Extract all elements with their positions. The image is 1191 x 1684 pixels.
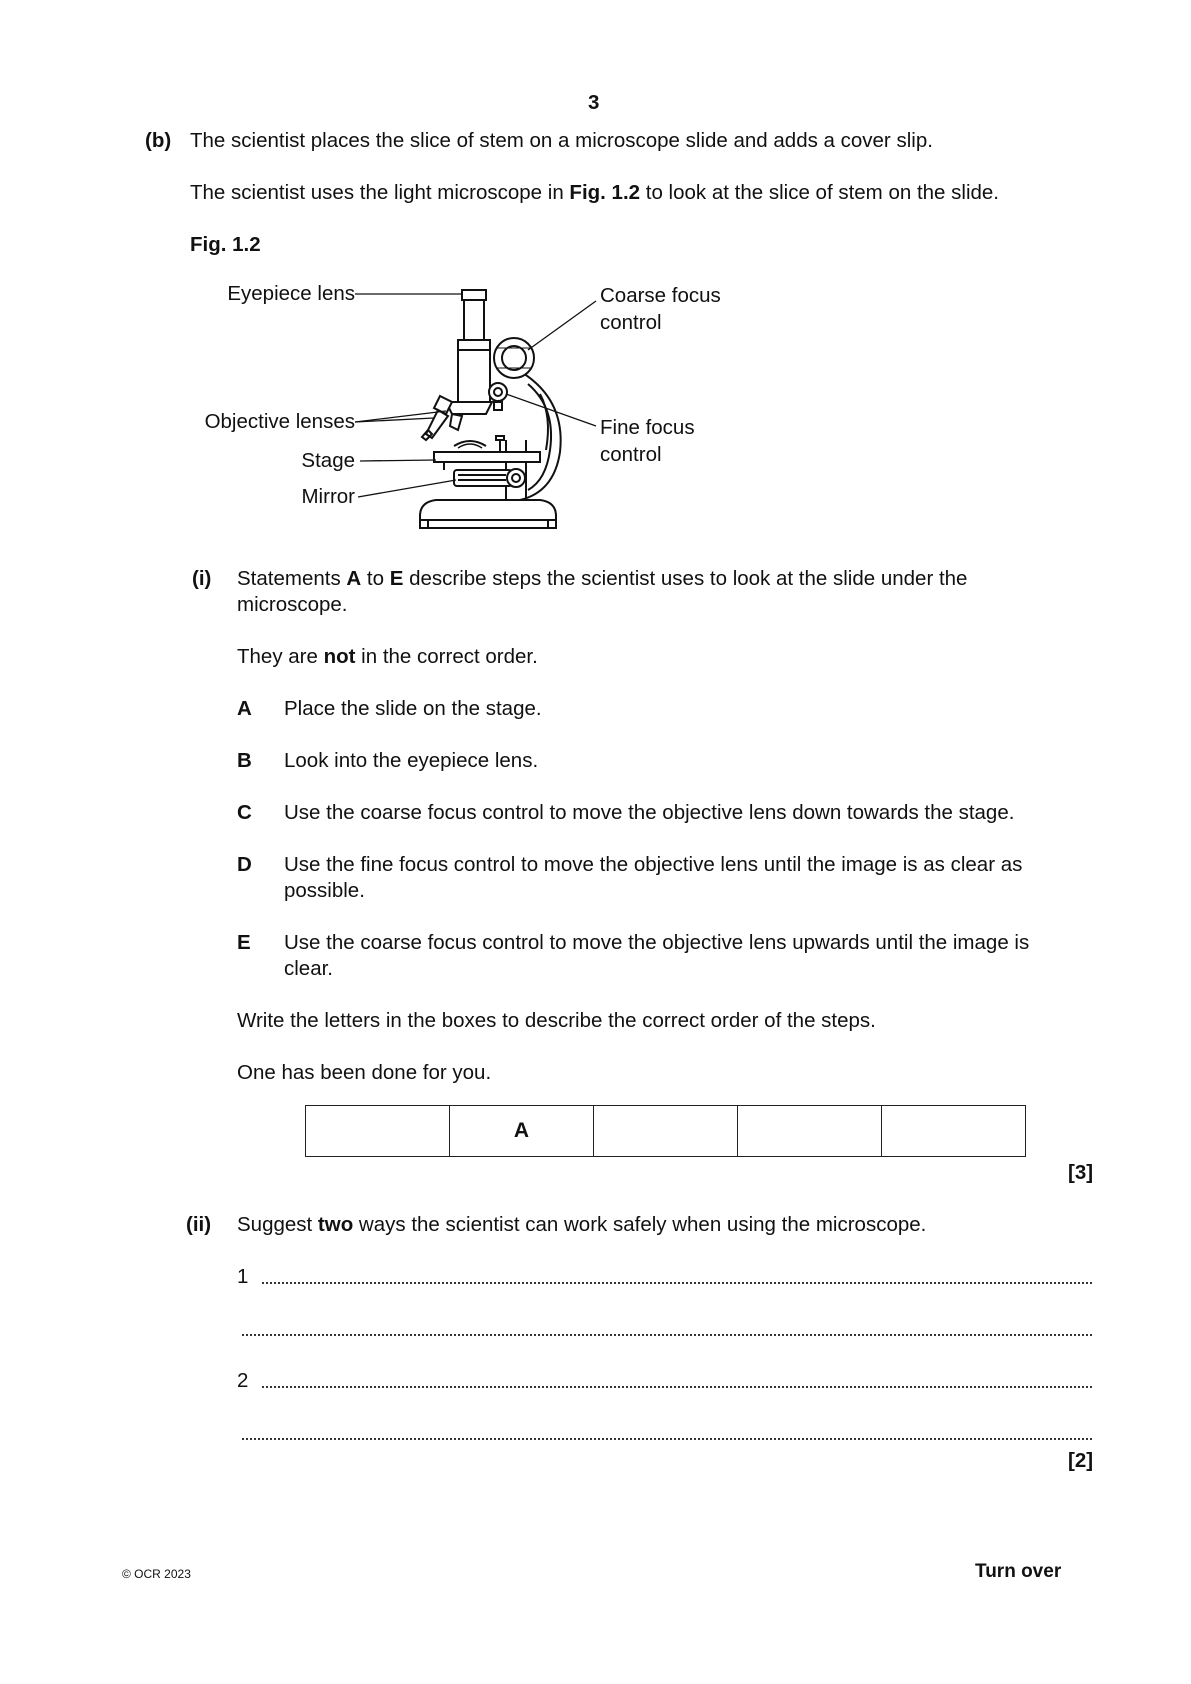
part-b-label: (b) — [145, 129, 172, 152]
answer-box-3[interactable] — [594, 1106, 738, 1157]
s1-rest: describe steps the scientist uses to look at the slide under the — [403, 567, 968, 590]
s1-to: to — [361, 567, 390, 590]
statement-text: Look into the eyepiece lens. — [284, 749, 539, 772]
answer-box-2[interactable]: A — [450, 1106, 594, 1157]
statement-text-cont: possible. — [284, 879, 365, 902]
s2-not: not — [323, 645, 356, 668]
statement-text: Use the fine focus control to move the objective lens until the image is as clear as — [284, 853, 1023, 876]
order-instruction: Write the letters in the boxes to describe the correct order of the steps. — [237, 1009, 876, 1032]
footer-copyright: © OCR 2023 — [122, 1567, 191, 1581]
part-b-intro: The scientist places the slice of stem on a microscope slide and adds a cover slip. — [190, 129, 933, 152]
order-answer-boxes — [305, 1105, 1026, 1157]
part-ii-label: (ii) — [186, 1213, 212, 1236]
statement-letter: D — [237, 853, 252, 876]
answer-2-line-1[interactable] — [262, 1386, 1092, 1388]
figure-caption: Fig. 1.2 — [190, 233, 261, 256]
page-number: 3 — [588, 91, 600, 114]
s2-before: They are — [237, 645, 324, 668]
q-before: Suggest — [237, 1213, 318, 1236]
statement-text: Place the slide on the stage. — [284, 697, 542, 720]
q-after: ways the scientist can work safely when using the microscope. — [353, 1213, 927, 1236]
footer-turn-over: Turn over — [975, 1561, 1062, 1582]
answer-box-4[interactable] — [738, 1106, 882, 1157]
part-ii-marks: [2] — [1068, 1449, 1094, 1472]
done-for-you-note: One has been done for you. — [237, 1061, 492, 1084]
answer-box-1[interactable] — [306, 1106, 450, 1157]
label-fine-focus-line2: control — [600, 443, 662, 466]
statement-letter: B — [237, 749, 252, 772]
microscope-figure — [0, 0, 1191, 560]
label-mirror: Mirror — [301, 485, 355, 508]
label-stage: Stage — [301, 449, 355, 472]
answer-1-line-1[interactable] — [262, 1282, 1092, 1284]
answer-2-line-2[interactable] — [242, 1438, 1092, 1440]
part-i-statement-line2: microscope. — [237, 593, 348, 616]
s1-letter-e: E — [389, 567, 404, 590]
q-two: two — [317, 1213, 354, 1236]
part-i-not-correct — [237, 644, 538, 670]
uses-fig-ref: Fig. 1.2 — [569, 181, 641, 204]
part-i-label: (i) — [192, 567, 212, 590]
uses-before: The scientist uses the light microscope in — [190, 181, 570, 204]
part-i-statement-line1 — [237, 566, 967, 592]
statement-letter: A — [237, 697, 252, 720]
label-fine-focus-line1: Fine focus — [600, 416, 695, 439]
answer-1-number: 1 — [237, 1265, 249, 1288]
s1-letter-a: A — [346, 567, 362, 590]
statement-letter: C — [237, 801, 252, 824]
label-objective-lenses: Objective lenses — [204, 410, 355, 433]
s2-after: in the correct order. — [355, 645, 538, 668]
part-ii-question — [237, 1212, 926, 1238]
answer-2-number: 2 — [237, 1369, 249, 1392]
label-eyepiece-lens: Eyepiece lens — [227, 282, 355, 305]
statement-letter: E — [237, 931, 251, 954]
part-i-marks: [3] — [1068, 1161, 1094, 1184]
statement-text: Use the coarse focus control to move the objective lens down towards the stage. — [284, 801, 1015, 824]
label-coarse-focus-line2: control — [600, 311, 662, 334]
label-coarse-focus-line1: Coarse focus — [600, 284, 721, 307]
answer-box-5[interactable] — [882, 1106, 1026, 1157]
statement-text-cont: clear. — [284, 957, 333, 980]
answer-1-line-2[interactable] — [242, 1334, 1092, 1336]
statement-text: Use the coarse focus control to move the objective lens upwards until the image is — [284, 931, 1030, 954]
s1-text: Statements — [237, 567, 347, 590]
uses-after: to look at the slice of stem on the slide. — [640, 181, 1000, 204]
